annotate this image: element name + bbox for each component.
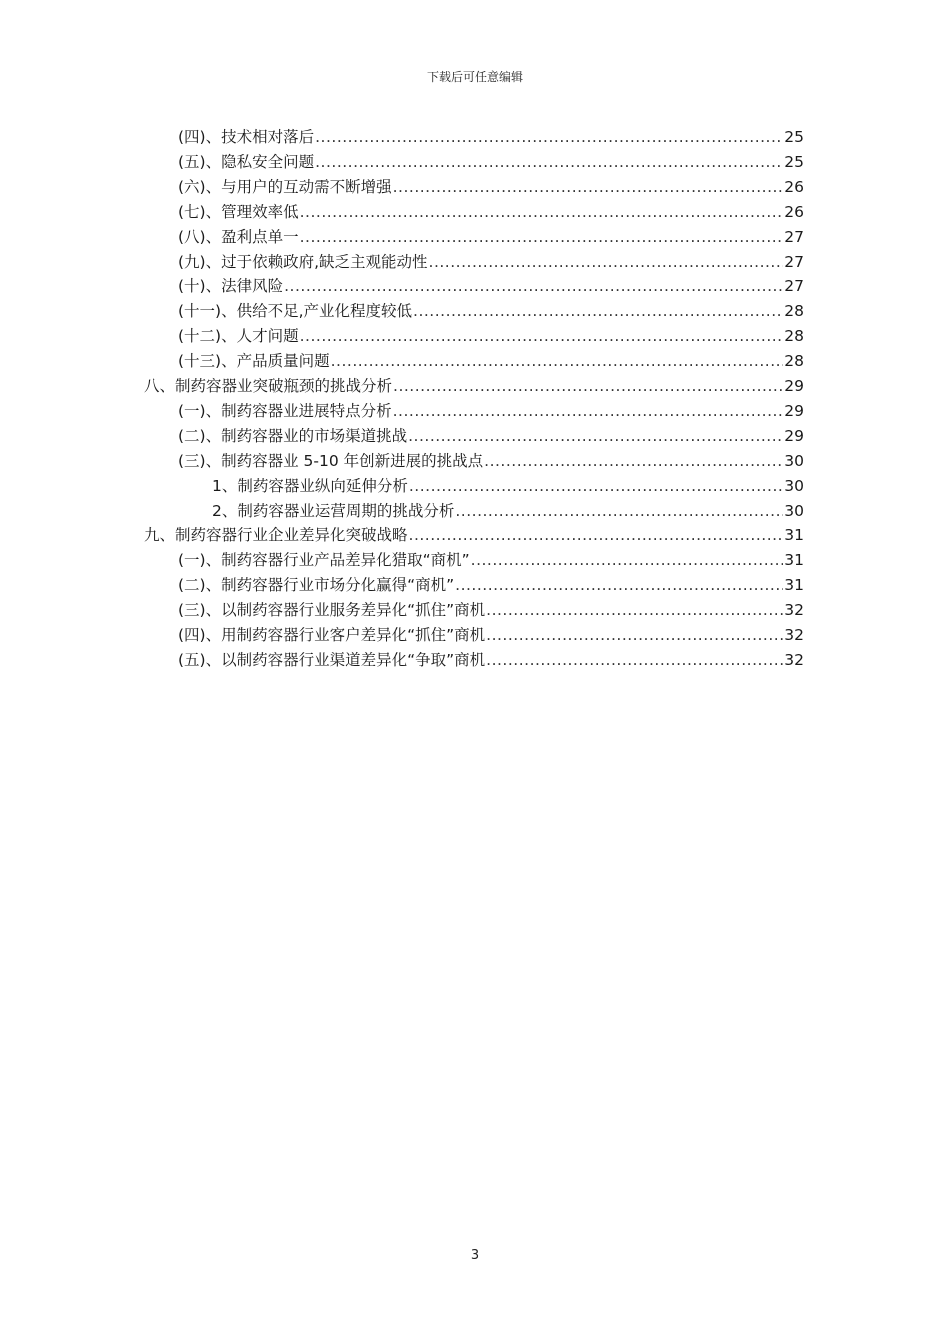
toc-entry-title: (八)、盈利点单一 [178,227,299,246]
toc-entry[interactable] [178,424,804,448]
toc-entry-page: 30 [784,451,804,470]
toc-entry[interactable] [178,175,804,199]
toc-entry-page: 30 [784,501,804,520]
toc-entry-page: 26 [784,202,804,221]
toc-entry[interactable] [178,399,804,423]
toc-entry-page: 31 [784,526,804,545]
toc-entry[interactable] [178,598,804,622]
toc-dot-leader [300,225,784,249]
toc-entry[interactable] [212,474,804,498]
toc-entry-title: (二)、制药容器行业市场分化赢得“商机” [178,576,455,595]
toc-entry[interactable] [178,648,804,672]
toc-entry-page: 31 [784,551,804,570]
toc-entry-title: (三)、以制药容器行业服务差异化“抓住”商机 [178,601,486,620]
toc-entry-page: 28 [784,302,804,321]
toc-dot-leader [429,250,784,274]
toc-entry-page: 28 [784,327,804,346]
toc-entry[interactable] [178,225,804,249]
toc-dot-leader [393,374,783,398]
toc-entry[interactable] [144,523,804,547]
toc-dot-leader [331,349,784,373]
toc-entry-title: (三)、制药容器业 5-10 年创新进展的挑战点 [178,451,484,470]
toc-entry[interactable] [178,324,804,348]
toc-dot-leader [455,499,783,523]
toc-dot-leader [409,523,784,547]
toc-entry-page: 32 [784,626,804,644]
toc-dot-leader [408,424,783,448]
toc-entry[interactable] [178,200,804,224]
toc-entry[interactable] [178,623,804,647]
toc-entry[interactable] [178,349,804,373]
toc-dot-leader [486,648,783,672]
toc-entry-title: (四)、用制药容器行业客户差异化“抓住”商机 [178,626,486,644]
toc-entry-page: 27 [784,277,804,296]
toc-entry[interactable] [178,573,804,597]
toc-entry-title: (七)、管理效率低 [178,202,299,221]
toc-entry-page: 30 [784,476,804,495]
toc-entry-title: (十二)、人才问题 [178,327,299,346]
toc-entry-title: 九、制药容器行业企业差异化突破战略 [144,526,408,545]
toc-entry[interactable] [178,150,804,174]
toc-entry[interactable] [178,250,804,274]
toc-entry-page: 29 [784,377,804,395]
toc-dot-leader [393,399,784,423]
toc-entry-page: 28 [784,352,804,371]
toc-dot-leader [315,125,783,149]
toc-entry[interactable] [178,548,804,572]
toc-dot-leader [471,548,784,572]
toc-dot-leader [413,299,783,323]
toc-entry-page: 25 [784,128,804,146]
toc-entry-page: 32 [784,650,804,669]
page-number: 3 [470,1248,480,1263]
toc-dot-leader [393,175,784,199]
toc-entry-page: 29 [784,401,804,420]
toc-entry[interactable] [212,499,804,523]
toc-entry-page: 27 [784,227,804,246]
toc-entry-page: 27 [784,252,804,271]
toc-dot-leader [315,150,783,174]
toc-entry-page: 32 [784,601,804,620]
toc-entry-title: 1、制药容器业纵向延伸分析 [212,476,408,495]
toc-dot-leader [455,573,783,597]
toc-entry-title: 2、制药容器业运营周期的挑战分析 [212,501,455,520]
toc-entry[interactable] [178,299,804,323]
toc-dot-leader [284,274,783,298]
toc-entry-title: (四)、技术相对落后 [178,128,315,146]
toc-dot-leader [486,623,783,647]
toc-dot-leader [300,200,784,224]
toc-entry-title: (二)、制药容器业的市场渠道挑战 [178,426,408,445]
toc-entry[interactable] [178,125,804,149]
toc-entry-title: (十三)、产品质量问题 [178,352,330,371]
toc-entry-title: (十)、法律风险 [178,277,284,296]
toc-entry[interactable] [178,449,804,473]
toc-entry[interactable] [144,374,804,398]
toc-entry-title: (十一)、供给不足,产业化程度较低 [178,302,413,321]
toc-entry-page: 26 [784,177,804,196]
toc-entry-title: (五)、隐私安全问题 [178,152,315,171]
toc-dot-leader [484,449,783,473]
header-note: 下载后可任意编辑 [426,70,523,84]
toc-entry-page: 31 [784,576,804,595]
toc-dot-leader [300,324,784,348]
toc-entry-title: (一)、制药容器业进展特点分析 [178,401,392,420]
toc-entry-page: 29 [784,426,804,445]
toc-entry-title: (一)、制药容器行业产品差异化猎取“商机” [178,551,470,570]
toc-entry-page: 25 [784,152,804,171]
toc-dot-leader [486,598,783,622]
toc-entry-title: (六)、与用户的互动需不断增强 [178,177,392,196]
toc-entry[interactable] [178,274,804,298]
toc-entry-title: 八、制药容器业突破瓶颈的挑战分析 [144,377,393,395]
toc-dot-leader [409,474,783,498]
toc-entry-title: (五)、以制药容器行业渠道差异化“争取”商机 [178,650,486,669]
toc-entry-title: (九)、过于依赖政府,缺乏主观能动性 [178,252,428,271]
